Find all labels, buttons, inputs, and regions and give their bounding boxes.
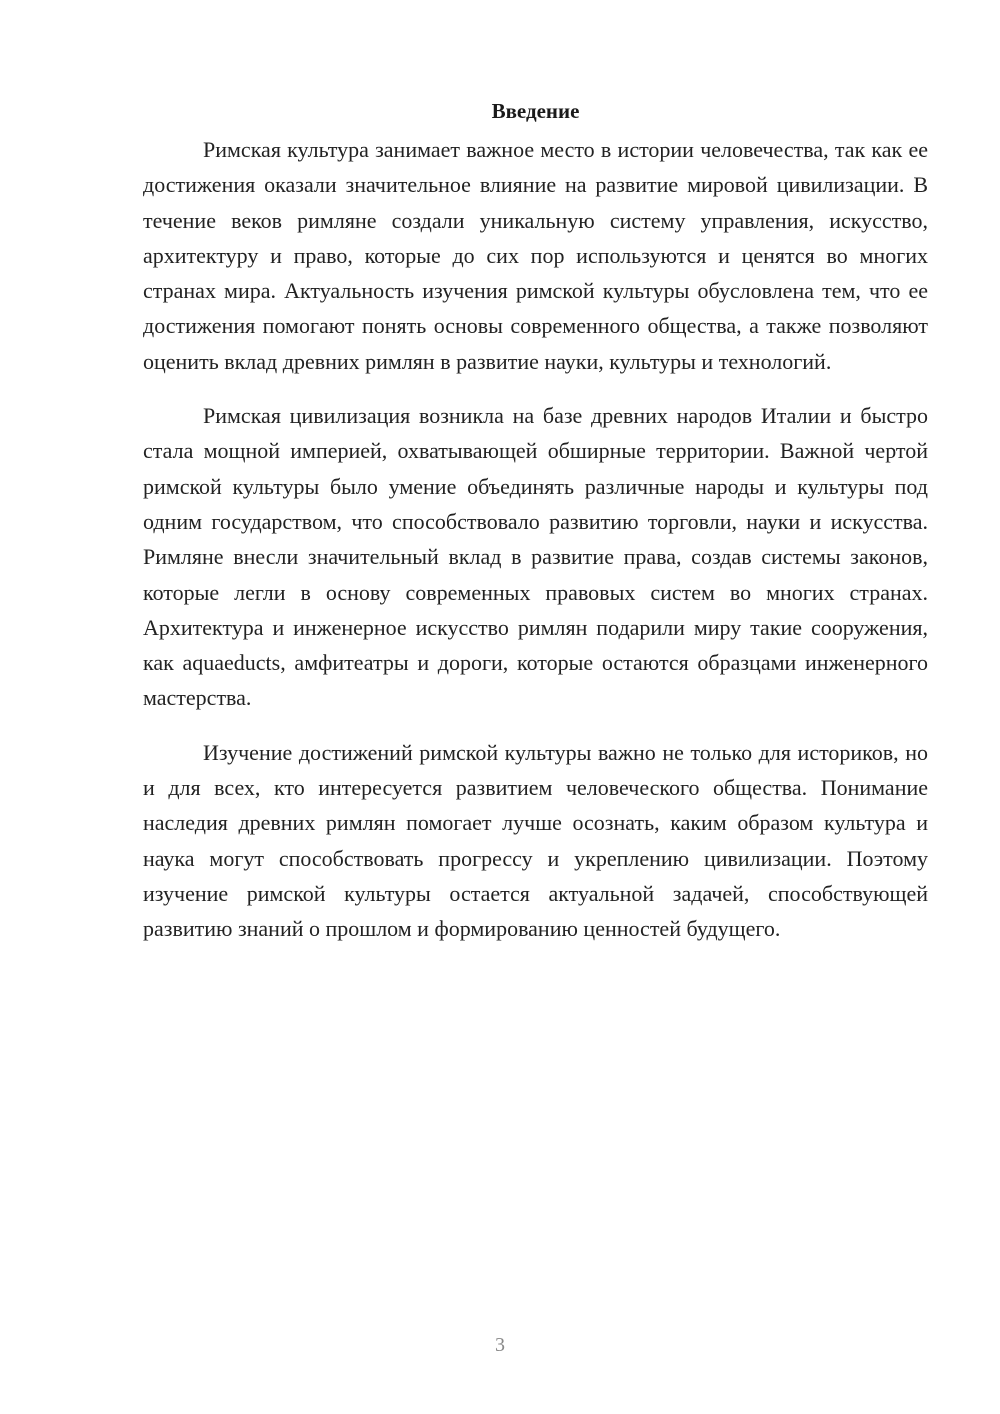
paragraph-3: Изучение достижений римской культуры важно не только для историков, но и для всех, кто интересуется развитием человеческого общества. Понимание наследия древних римлян помогает лучше осознать, каким образом культура и наука могут способствовать прогрессу и укреплению цивилизации. Поэтому изучение римской культуры остается актуальной задачей, способствующей развитию знаний о прошлом и формированию ценностей будущего. <box>143 739 928 942</box>
paragraph-1: Римская культура занимает важное место в истории человечества, так как ее достижения оказали значительное влияние на развитие мировой цивилизации. В течение веков римляне создали уникальную систему управления, искусство, архитектуру и право, которые до сих пор используются и ценятся во многих странах мира. Актуальность изучения римской культуры обусловлена тем, что ее достижения помогают понять основы современного общества, а также позволяют оценить вклад древних римлян в развитие науки, культуры и технологий. <box>143 137 928 374</box>
page-number: 3 <box>495 1334 505 1356</box>
section-title: Введение <box>491 99 580 123</box>
paragraph-2: Римская цивилизация возникла на базе древних народов Италии и быстро стала мощной империей, охватывающей обширные территории. Важной чертой римской культуры было умение объединять различные народы и культуры под одним государством, что способствовало развитию торговли, науки и искусства. Римляне внесли значительный вклад в развитие права, создав системы законов, которые легли в основу современных правовых систем во многих странах. Архитектура и инженерное искусство римлян подарили миру такие сооружения, как aquaeducts, амфитеатры и дороги, которые остаются образцами инженерного мастерства. <box>143 403 928 711</box>
page-content <box>143 94 928 966</box>
